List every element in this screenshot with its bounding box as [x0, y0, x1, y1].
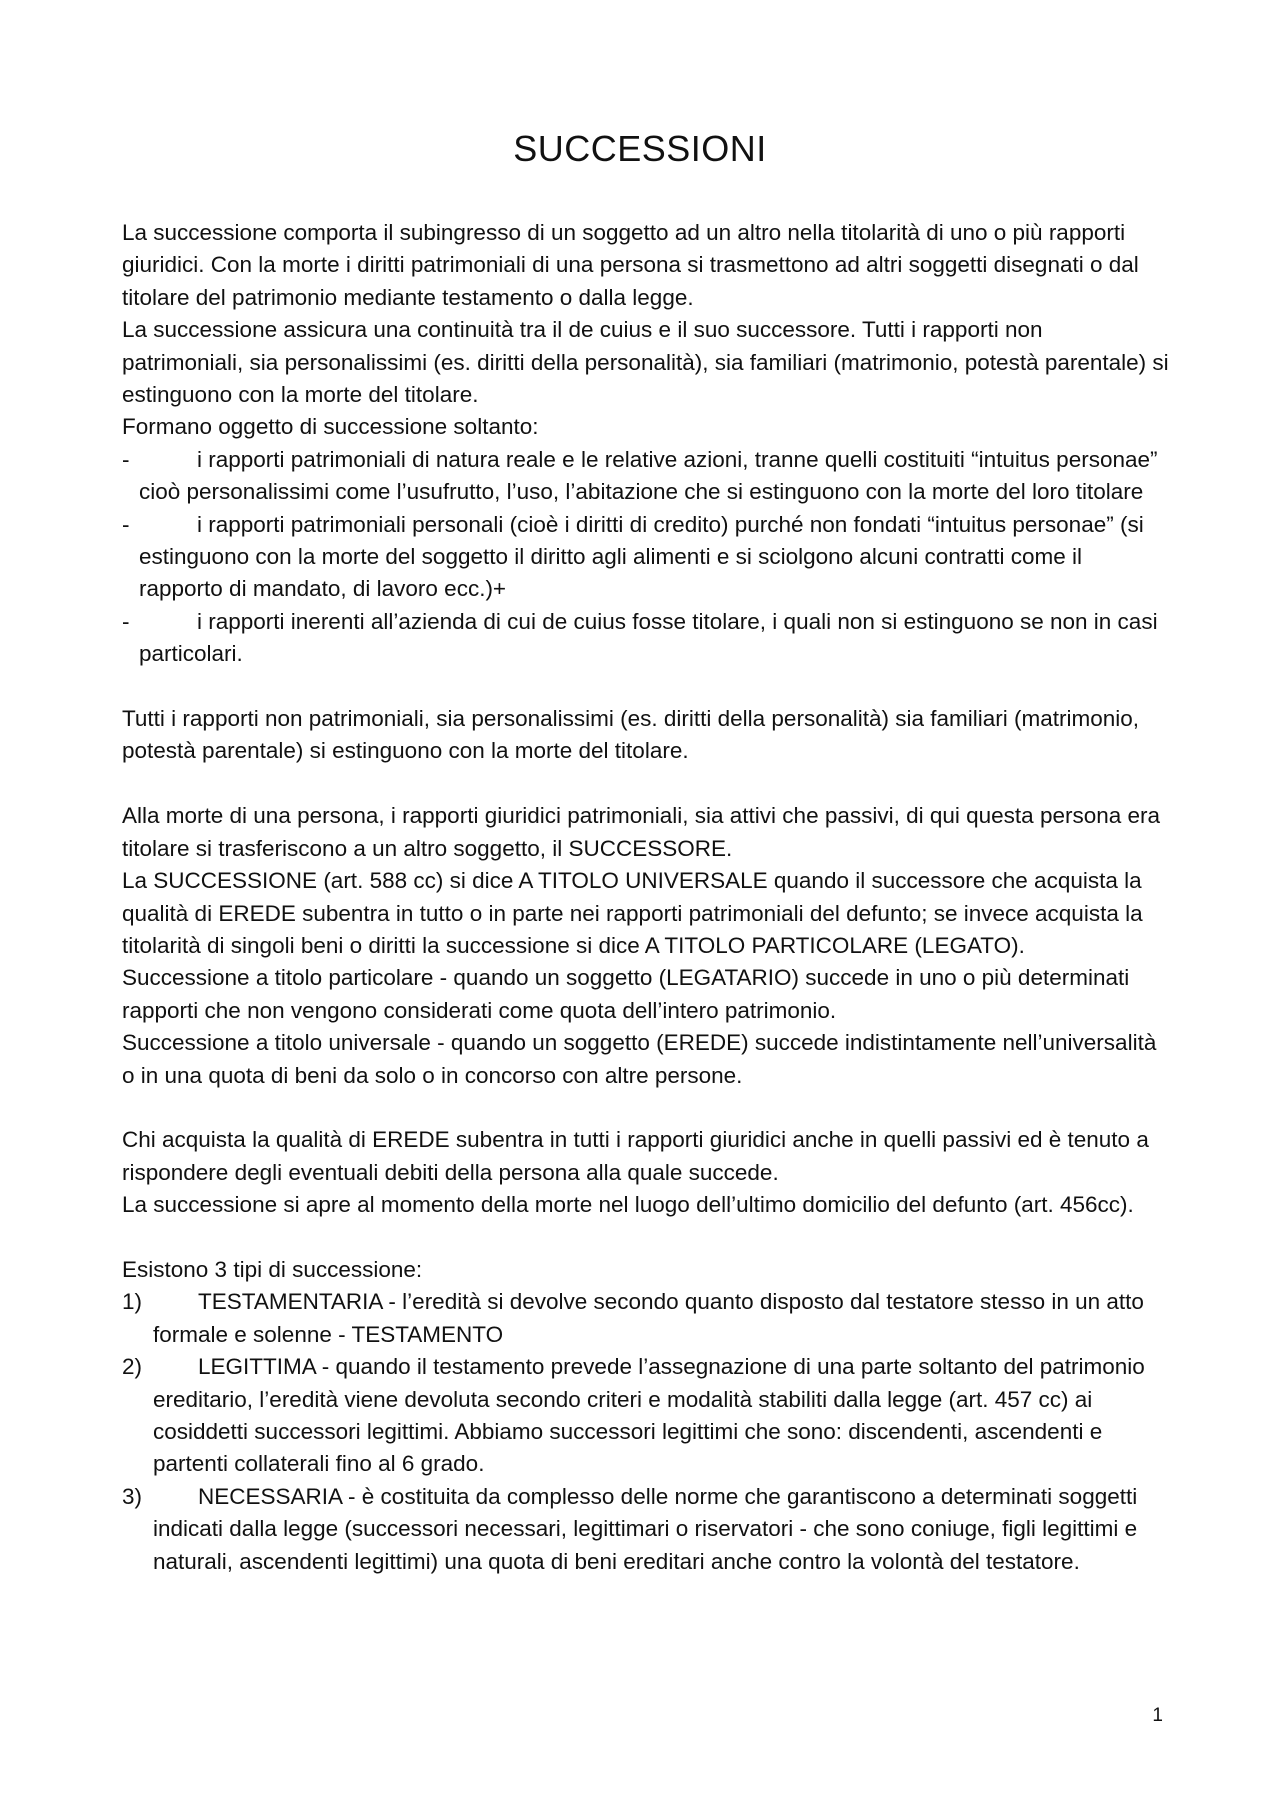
list-item-text: NECESSARIA - è costituita da complesso delle norme che garantiscono a determinati soggetti indicati dalla legge (successori necessari, legittimari o riservatori - che sono coniuge, figli legittimi e naturali, ascendenti legittimi) una quota di beni ereditari anche contro la volontà del testatore.	[153, 1483, 1138, 1574]
list-item-text: i rapporti inerenti all’azienda di cui de cuius fosse titolare, i quali non si estinguono se non in casi particolari.	[139, 608, 1158, 667]
list-item	[122, 1481, 1170, 1578]
page-title: SUCCESSIONI	[513, 128, 767, 169]
paragraph-intro: La successione comporta il subingresso di un soggetto ad un altro nella titolarità di uno o più rapporti giuridici. Con la morte i diritti patrimoniali di una persona si trasmettono ad altri soggetti disegnati o dal titolare del patrimonio mediante testamento o dalla legge.	[122, 220, 1139, 310]
list-item-text: i rapporti patrimoniali personali (cioè i diritti di credito) purché non fondati “intuitus personae” (si estinguono con la morte del soggetto il diritto agli alimenti e si sciolgono alcuni contratti come il rapporto di mandato, di lavoro ecc.)+	[139, 511, 1144, 602]
list-item	[122, 444, 1170, 509]
list-item-text: i rapporti patrimoniali di natura reale e le relative azioni, tranne quelli costituiti “intuitus personae” cioò personalissimi come l’usufrutto, l’uso, l’abitazione che si estinguono con la morte del loro titolare	[139, 446, 1158, 505]
paragraph-non-patrimonial: Tutti i rapporti non patrimoniali, sia personalissimi (es. diritti della personalità) sia familiari (matrimonio, potestà parentale) si estinguono con la morte del titolare.	[122, 706, 1140, 764]
list-marker: -	[122, 446, 130, 472]
list-item	[122, 1351, 1170, 1481]
list-marker: 2)	[122, 1354, 143, 1380]
list-marker: -	[122, 608, 130, 634]
paragraph-types-heading: Esistono 3 tipi di successione:	[122, 1256, 423, 1282]
list-marker: 3)	[122, 1483, 143, 1509]
paragraph-object-heading: Formano oggetto di successione soltanto:	[122, 414, 539, 440]
paragraph-continuity: La successione assicura una continuità tra il de cuius e il suo successore. Tutti i rapporti non patrimoniali, sia personalissimi (es. diritti della personalità), sia familiari (matrimonio, potestà parentale) si estinguono con la morte del titolare.	[122, 317, 1169, 408]
paragraph-heir: Chi acquista la qualità di EREDE subentra in tutti i rapporti giuridici anche in quelli passivi ed è tenuto a rispondere degli eventuali debiti della persona alla quale succede.	[122, 1127, 1149, 1185]
list-item-text: TESTAMENTARIA - l’eredità si devolve secondo quanto disposto dal testatore stesso in un atto formale e solenne - TESTAMENTO	[153, 1289, 1144, 1347]
document-body	[122, 217, 1170, 1578]
list-marker: 1)	[122, 1289, 143, 1315]
paragraph-particular: Successione a titolo particolare - quando un soggetto (LEGATARIO) succede in uno o più determinati rapporti che non vengono considerati come quota dell’intero patrimonio.	[122, 965, 1130, 1023]
list-marker: -	[122, 511, 130, 537]
paragraph-universal-title: La SUCCESSIONE (art. 588 cc) si dice A TITOLO UNIVERSALE quando il successore che acquista la qualità di EREDE subentra in tutto o in parte nei rapporti patrimoniali del defunto; se invece acquista la titolarità di singoli beni o diritti la successione si dice A TITOLO PARTICOLARE (LEGATO).	[122, 868, 1143, 958]
list-item-text: LEGITTIMA - quando il testamento prevede l’assegnazione di una parte soltanto del patrimonio ereditario, l’eredità viene devoluta secondo criteri e modalità stabiliti dalla legge (art. 457 cc) ai cosiddetti successori legittimi. Abbiamo successori legittimi che sono: discendenti, ascendenti e partenti collaterali fino al 6 grado.	[153, 1354, 1145, 1477]
paragraph-death: Alla morte di una persona, i rapporti giuridici patrimoniali, sia attivi che passivi, di qui questa persona era titolare si trasferiscono a un altro soggetto, il SUCCESSORE.	[122, 803, 1161, 861]
paragraph-universal: Successione a titolo universale - quando un soggetto (EREDE) succede indistintamente nell’universalità o in una quota di beni da solo o in concorso con altre persone.	[122, 1030, 1157, 1088]
list-item	[122, 1286, 1170, 1351]
list-item	[122, 606, 1170, 671]
list-item	[122, 509, 1170, 606]
page-number: 1	[1152, 1705, 1163, 1726]
paragraph-opening: La successione si apre al momento della morte nel luogo dell’ultimo domicilio del defunto (art. 456cc).	[122, 1192, 1134, 1218]
